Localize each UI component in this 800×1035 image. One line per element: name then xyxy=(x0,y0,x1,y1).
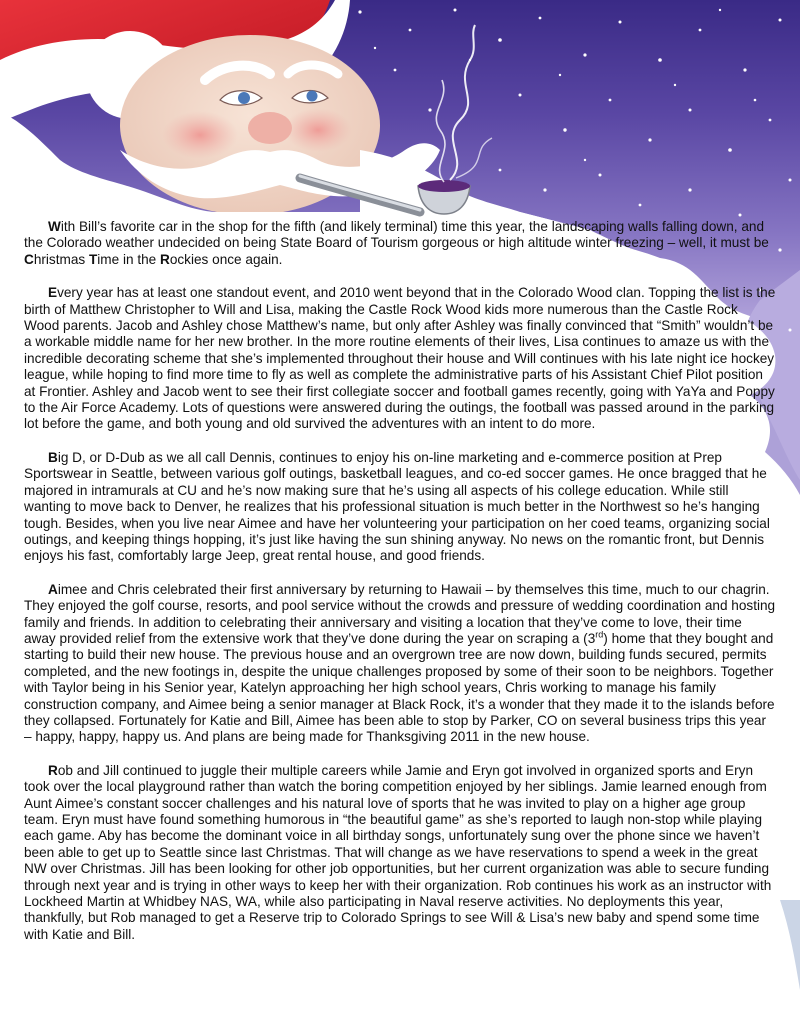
paragraph-text: imee and Chris celebrated their first anniversary by returning to Hawaii – by themselves this time, much to our chagrin. They enjoyed the golf course, resorts, and pool service without the crowds and pressure of wedding coordination and hosting family and friends. In addition to celebrating their anniversary and visiting a location that they’ve come to love, their time away provided relief from the extensive work that they’ve done during the year on scraping a (3 xyxy=(24,581,776,646)
paragraph-text: ockies once again. xyxy=(169,251,283,267)
paragraph-bill xyxy=(24,219,776,268)
drop-initial: W xyxy=(48,219,61,234)
paragraph-dennis xyxy=(24,450,776,565)
drop-initial: R xyxy=(48,762,58,778)
paragraph-text: ig D, or D-Dub as we all call Dennis, continues to enjoy his on-line marketing and e-commerce position at Prep Sportswear in Seattle, between various golf outings, basketball leagues, and co-ed soccer games. He once bragged that he majored in intramurals at CU and he’s now making sure that he’s using all aspects of his college education. While still wanting to move back to Denver, he realizes that his professional situation is much better in the Northwest so he’s hanging tough. Besides, when you live near Aimee and have her volunteering your participation on her coed teams, organizing social outings, and keeping things hopping, it’s just like having the sun shining anyway. No news on the romantic front, but Dennis enjoys his fast, comfortably large Jeep, great rental house, and good friends. xyxy=(24,449,770,564)
paragraph-text: ime in the xyxy=(97,251,160,267)
paragraph-will-lisa xyxy=(24,285,776,433)
superscript: rd xyxy=(595,629,604,640)
paragraph-rob-jill xyxy=(24,763,776,943)
paragraph-text: ith Bill’s favorite car in the shop for the fifth (and likely terminal) time this year, the landscaping walls falling down, and the Colorado weather undecided on being State Board of Tourism gorgeous or high altitude winter freezing – well, it must be xyxy=(24,219,769,251)
bold-letter: R xyxy=(160,251,170,267)
drop-initial: E xyxy=(48,285,58,301)
bold-letter: C xyxy=(24,251,34,267)
drop-initial: A xyxy=(48,581,58,597)
drop-initial: B xyxy=(48,449,58,465)
christmas-letter xyxy=(24,219,776,960)
paragraph-text: very year has at least one standout event, and 2010 went beyond that in the Colorado Wood clan. Topping the list is the birth of Matthew Christopher to Will and Lisa, making the Castle Rock Wood kids more numerous than the Castle Rock Wood parents. Jacob and Ashley chose Matthew’s name, but only after Ashley was finally convinced that “Smith” wouldn’t be a workable middle name for her new brother. In the more routine elements of their lives, Lisa continues to amaze us with the incredible decorating scheme that she’s implemented throughout their house and Will continues with his late night ice hockey league, while hoping to find more time to fly as well as complete the administrative parts of his Assistant Chief Pilot position at Frontier. Ashley and Jacob went to see their first collegiate soccer and football games recently, going with YaYa and Poppy to the Air Force Academy. Lots of questions were answered during the outings, the football was passed around in the parking lot before the game, and both young and old survived the adventures with an intent to do more. xyxy=(24,285,776,432)
paragraph-aimee-chris xyxy=(24,582,776,746)
paragraph-text: hristmas xyxy=(33,251,89,267)
bold-letter: T xyxy=(88,251,98,267)
paragraph-text: ob and Jill continued to juggle their multiple careers while Jamie and Eryn got involved in organized sports and Eryn took over the local playground rather than watch the boring competition enjoyed by her siblings. Jamie learned enough from Aunt Aimee’s constant soccer challenges and his natural love of sports that he was invited to play on a higher age group team. Eryn must have found something humorous in “the beautiful game” as she’s reported to laugh non-stop while playing each game. Aby has become the dominant voice in all birthday songs, unfortunately sung over the phone since we haven’t been able to get up to Seattle since last Christmas. That will change as we have reservations to spend a week in the great NW over Christmas. Jill has been looking for other job opportunities, but her current organization was able to secure funding through next year and is trying in other ways to keep her with their organization. Rob continues his work as an instructor with Lockheed Martin at Whidbey NAS, WA, while also participating in Naval reserve activities. No deployments this year, thankfully, but Rob managed to get a Reserve trip to Colorado Springs to see Will & Lisa’s new baby and spend some time with Katie and Bill. xyxy=(24,762,772,942)
paragraph-text: ) home that they bought and starting to build their new house. The previous house and an overgrown tree are now down, building funds secured, permits completed, and the new footings in, despite the unique challenges proposed by some of their soon to be neighbors. Together with Taylor being in his Senior year, Katelyn approaching her high school years, Chris working to manage his family construction company, and Aimee being a senior manager at Black Rock, it’s a wonder that they made it to the islands before they collapsed. Fortunately for Katie and Bill, Aimee has been able to stop by Parker, CO on several business trips this year – happy, happy, happy us. And plans are being made for Thanksgiving 2011 in the new house. xyxy=(24,630,775,745)
